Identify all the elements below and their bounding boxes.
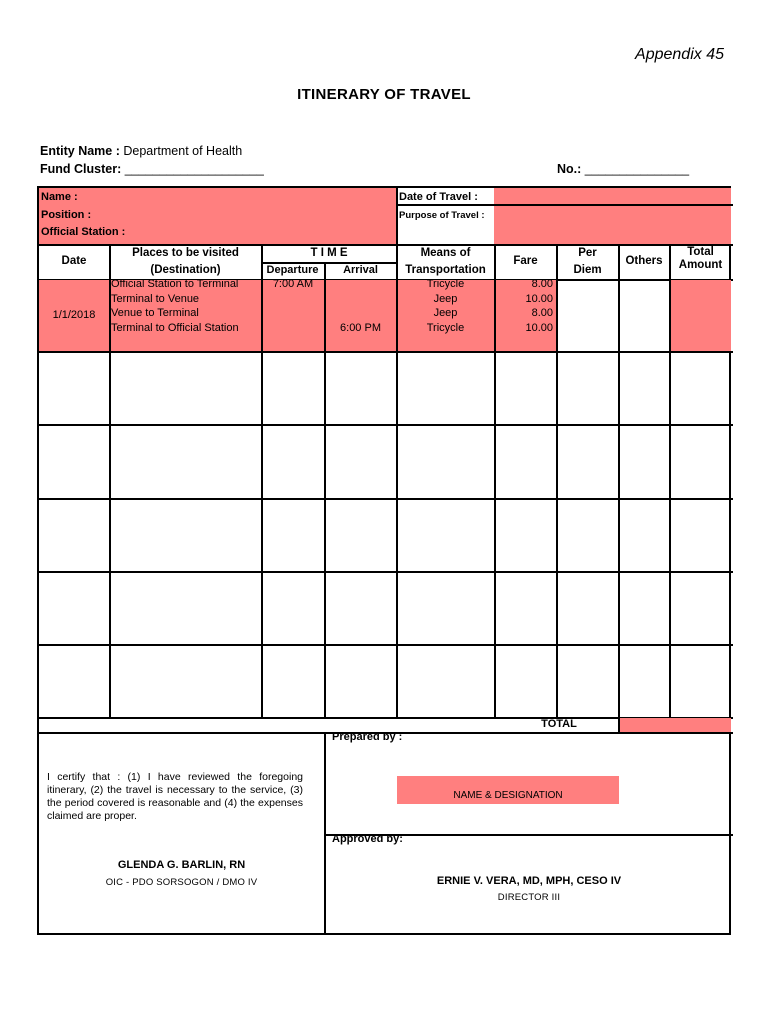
entry-fare: 10.00 bbox=[525, 292, 553, 305]
certifier-name: GLENDA G. BARLIN, RN bbox=[117, 859, 246, 871]
column-places-line2: (Destination) bbox=[150, 264, 221, 276]
entity-name-line bbox=[40, 144, 242, 158]
total-label: TOTAL bbox=[541, 718, 577, 730]
column-places-line1: Places to be visited bbox=[132, 247, 239, 259]
entry-place: Terminal to Official Station bbox=[111, 321, 239, 334]
approved-by-label: Approved by: bbox=[332, 833, 403, 845]
divider bbox=[261, 244, 263, 717]
entry-fare: 8.00 bbox=[531, 278, 553, 290]
column-others: Others bbox=[625, 255, 663, 267]
column-total-line1: Total bbox=[687, 246, 714, 258]
entry-arrival-time: 6:00 PM bbox=[340, 321, 381, 334]
entity-name-value: Department of Health bbox=[123, 144, 243, 158]
itinerary-form bbox=[37, 186, 731, 935]
position-label: Position : bbox=[41, 209, 92, 221]
divider bbox=[669, 244, 671, 717]
column-means-line1: Means of bbox=[420, 247, 471, 259]
total-amount-cell bbox=[619, 718, 731, 732]
divider bbox=[39, 498, 733, 500]
certification-text: I certify that : (1) I have reviewed the foregoing itinerary, (2) the travel is necessary to the service, (3) the period covered is reasonable and (4) the expenses claimed are proper. bbox=[47, 771, 303, 822]
official-station-label: Official Station : bbox=[41, 226, 126, 238]
column-per-diem-line1: Per bbox=[578, 247, 597, 259]
fund-cluster-value: ____________________ bbox=[124, 162, 264, 176]
fund-cluster-line bbox=[40, 162, 264, 176]
divider bbox=[39, 351, 733, 353]
entry-fare: 10.00 bbox=[525, 321, 553, 334]
entry-place: Venue to Terminal bbox=[111, 307, 199, 319]
column-departure: Departure bbox=[266, 264, 319, 276]
number-value: _______________ bbox=[584, 162, 690, 176]
divider bbox=[324, 732, 326, 935]
page-title: ITINERARY OF TRAVEL bbox=[297, 86, 471, 103]
entry-means: Tricycle bbox=[426, 321, 465, 334]
divider bbox=[39, 644, 733, 646]
entry-date: 1/1/2018 bbox=[52, 309, 96, 321]
travel-info-area bbox=[494, 188, 731, 244]
column-per-diem-line2: Diem bbox=[573, 264, 602, 276]
column-fare: Fare bbox=[513, 255, 538, 267]
entry-departure-time: 7:00 AM bbox=[272, 278, 314, 290]
column-time: T I M E bbox=[310, 247, 348, 259]
entity-name-label: Entity Name : bbox=[40, 144, 120, 158]
number-line bbox=[557, 162, 689, 176]
entry-place: Official Station to Terminal bbox=[111, 278, 239, 290]
fund-cluster-label: Fund Cluster: bbox=[40, 162, 122, 176]
entry-arrival-cell bbox=[325, 280, 396, 351]
approver-name: ERNIE V. VERA, MD, MPH, CESO IV bbox=[436, 875, 622, 887]
divider bbox=[618, 244, 620, 717]
number-label: No.: bbox=[557, 162, 582, 176]
column-date: Date bbox=[61, 255, 87, 267]
divider bbox=[396, 204, 733, 206]
purpose-of-travel-label: Purpose of Travel : bbox=[399, 210, 485, 221]
divider bbox=[396, 188, 398, 244]
entry-place: Terminal to Venue bbox=[111, 292, 200, 305]
name-designation-placeholder: NAME & DESIGNATION bbox=[453, 790, 563, 801]
prepared-by-label: Prepared by : bbox=[332, 731, 403, 743]
column-total-line2: Amount bbox=[678, 259, 723, 271]
appendix-label: Appendix 45 bbox=[635, 46, 724, 63]
entry-means: Jeep bbox=[433, 292, 458, 305]
entry-total-cell bbox=[670, 280, 731, 351]
divider bbox=[39, 571, 733, 573]
entry-means: Jeep bbox=[433, 307, 458, 319]
entry-means: Tricycle bbox=[426, 278, 465, 290]
column-means-line2: Transportation bbox=[405, 264, 486, 276]
divider bbox=[556, 244, 558, 717]
approver-position: DIRECTOR III bbox=[497, 892, 561, 903]
divider bbox=[39, 424, 733, 426]
column-arrival: Arrival bbox=[343, 264, 378, 276]
date-of-travel-label: Date of Travel : bbox=[399, 191, 478, 203]
entry-fare: 8.00 bbox=[531, 307, 553, 319]
certifier-position: OIC - PDO SORSOGON / DMO IV bbox=[105, 877, 258, 888]
name-label: Name : bbox=[41, 191, 78, 203]
